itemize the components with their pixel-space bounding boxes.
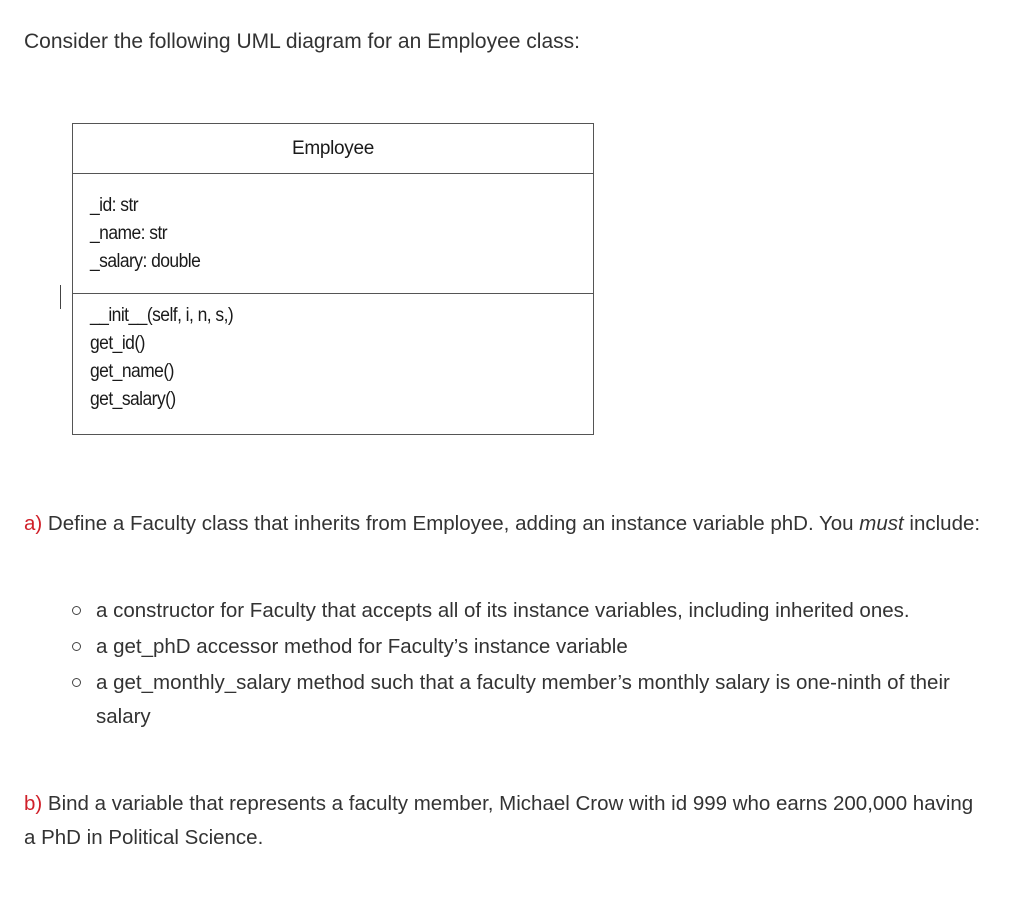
hollow-bullet-icon xyxy=(72,606,81,615)
uml-attribute-name: _name: str xyxy=(90,223,168,244)
hollow-bullet-icon xyxy=(72,642,81,651)
part-b-question xyxy=(24,787,984,855)
text-cursor xyxy=(60,285,61,309)
uml-attribute-salary: _salary: double xyxy=(90,251,201,272)
requirement-constructor: a constructor for Faculty that accepts all of its instance variables, including inherited ones. xyxy=(96,599,910,622)
uml-class-name: Employee xyxy=(73,124,593,174)
requirements-list xyxy=(72,594,1002,736)
part-a-question xyxy=(24,507,984,541)
hollow-bullet-icon xyxy=(72,678,81,687)
uml-method-init: __init__(self, i, n, s,) xyxy=(90,305,234,326)
uml-methods-section xyxy=(73,294,593,414)
uml-method-get-id: get_id() xyxy=(90,333,145,354)
uml-attribute-id: _id: str xyxy=(90,195,139,216)
uml-class-diagram xyxy=(72,123,594,435)
uml-method-get-salary: get_salary() xyxy=(90,389,176,410)
uml-method-get-name: get_name() xyxy=(90,361,174,382)
part-a-emphasis: must xyxy=(859,512,904,535)
list-item xyxy=(72,630,1002,664)
list-item xyxy=(72,594,1002,628)
part-b-text: Bind a variable that represents a faculty member, Michael Crow with id 999 who earns 200,000 having a PhD in Political Science. xyxy=(24,792,974,849)
list-item xyxy=(72,666,1002,734)
part-b-label: b) xyxy=(24,792,43,815)
part-a-text: Define a Faculty class that inherits from Employee, adding an instance variable phD. You xyxy=(42,512,860,535)
part-a-text-end: include: xyxy=(903,512,981,535)
requirement-get-phd: a get_phD accessor method for Faculty’s instance variable xyxy=(96,635,628,658)
uml-attributes-section xyxy=(73,174,593,294)
requirement-monthly-salary: a get_monthly_salary method such that a faculty member’s monthly salary is one-ninth of their salary xyxy=(96,671,950,728)
intro-text: Consider the following UML diagram for an Employee class: xyxy=(24,30,580,53)
part-a-label: a) xyxy=(24,512,43,535)
